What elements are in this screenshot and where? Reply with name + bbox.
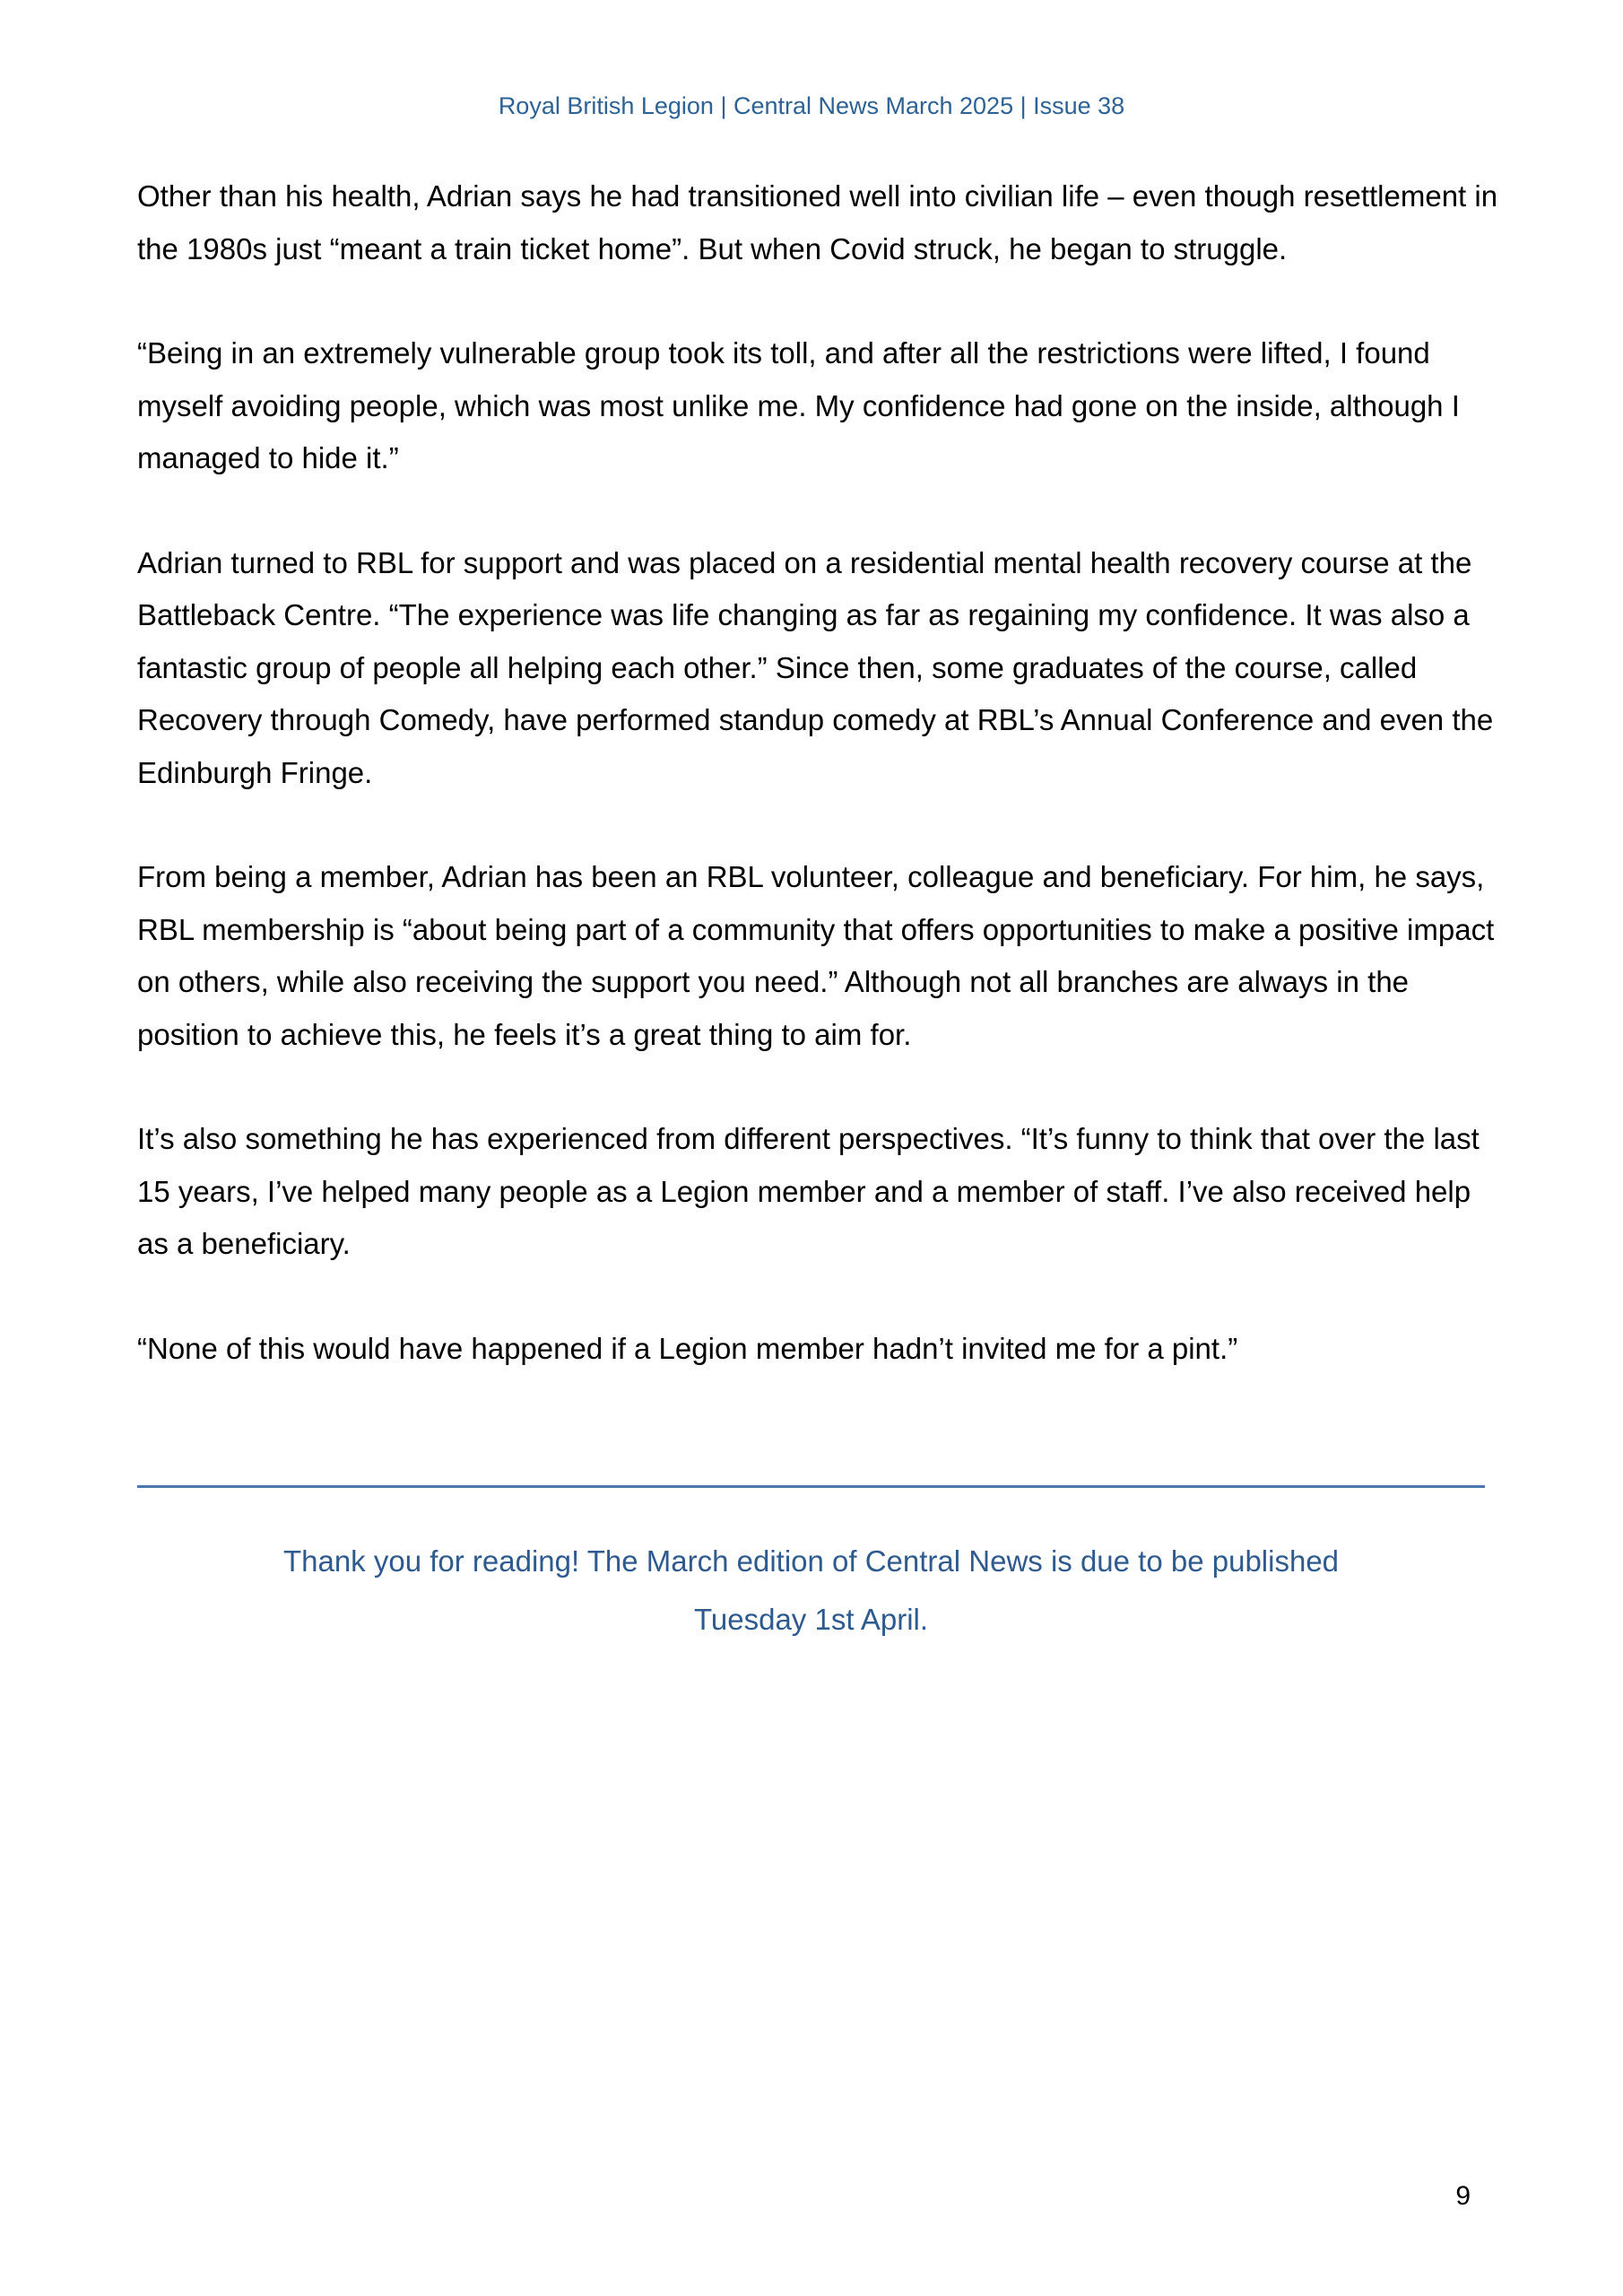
closing-note-line: Tuesday 1st April. — [693, 1603, 929, 1636]
running-header: Royal British Legion | Central News March 2025 | Issue 38 — [498, 92, 1125, 119]
closing-note-line: Thank you for reading! The March edition of Central News is due to be published — [282, 1544, 1340, 1578]
article-paragraph: “Being in an extremely vulnerable group took its toll, and after all the restrictions were lifted, I found myself avoiding people, which was most unlike me. My confidence had gone on the inside, although I managed to hide it.” — [137, 336, 1460, 474]
article-paragraph: Adrian turned to RBL for support and was placed on a residential mental health recovery course at the Battleback Centre. “The experience was life changing as far as regaining my confidence. It was also a fantastic group of people all helping each other.” Since then, some graduates of the course, called Recovery through Comedy, have performed standup comedy at RBL’s Annual Conference and even the Edinburgh Fringe. — [137, 545, 1494, 789]
article-paragraph: Other than his health, Adrian says he had transitioned well into civilian life – even though resettlement in the 1980s just “meant a train ticket home”. But when Covid struck, he began to struggle. — [137, 179, 1498, 265]
section-divider — [137, 1485, 1485, 1488]
page-number: 9 — [1455, 2181, 1471, 2211]
article-body — [137, 170, 1500, 1427]
closing-note — [137, 1532, 1485, 1648]
article-paragraph: From being a member, Adrian has been an RBL volunteer, colleague and beneficiary. For him, he says, RBL membership is “about being part of a community that offers opportunities to make a positive impact on others, while also receiving the support you need.” Although not all branches are always in the position to achieve this, he feels it’s a great thing to aim for. — [137, 860, 1495, 1051]
article-paragraph: “None of this would have happened if a Legion member hadn’t invited me for a pint.” — [137, 1331, 1238, 1365]
article-paragraph: It’s also something he has experienced from different perspectives. “It’s funny to think that over the last 15 years, I’ve helped many people as a Legion member and a member of staff. I’ve also received help as a beneficiary. — [137, 1122, 1480, 1260]
